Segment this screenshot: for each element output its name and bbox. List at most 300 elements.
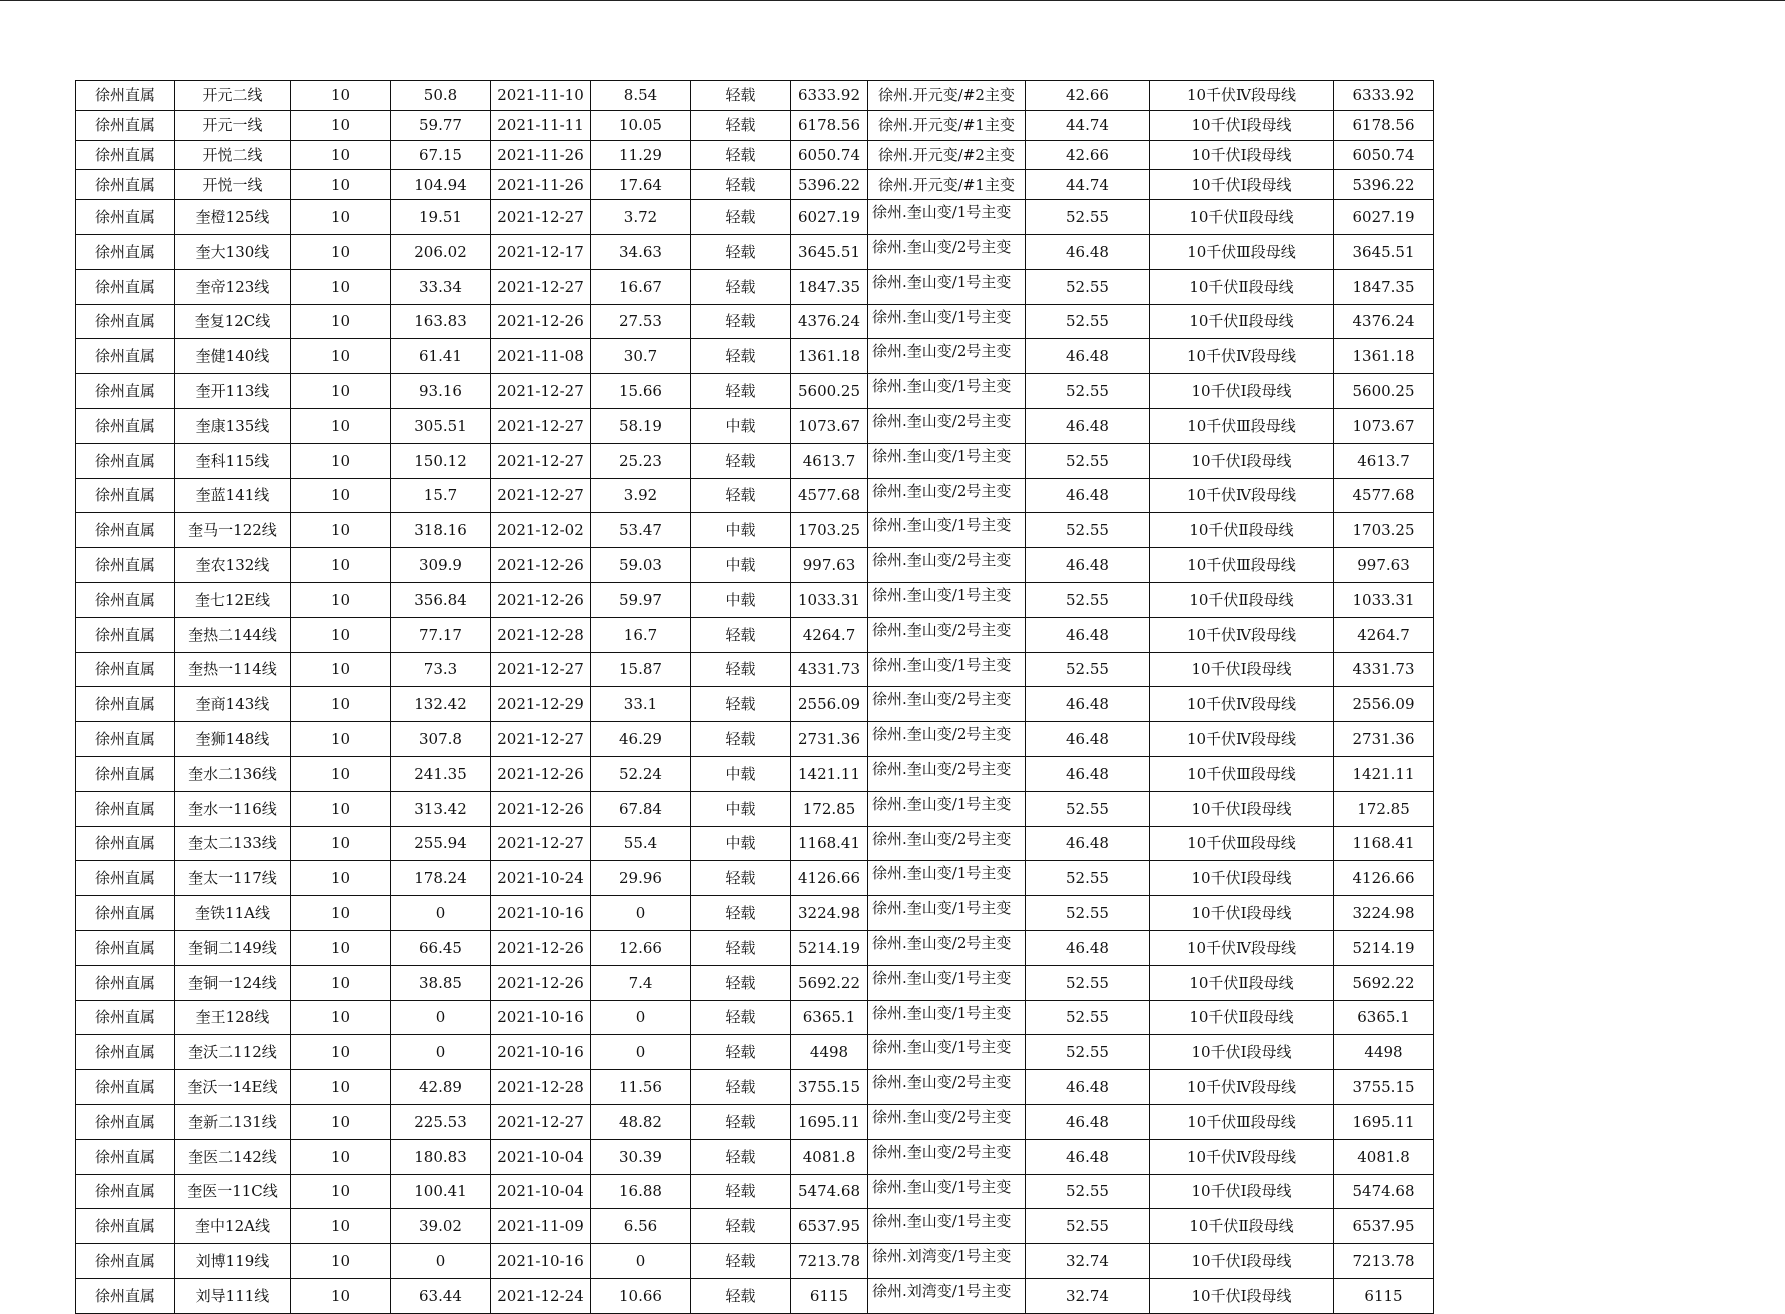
remaining-capacity-cell: 6365.1	[791, 1000, 868, 1035]
load-status-cell: 轻载	[691, 1278, 791, 1313]
open-capacity-cell: 4331.73	[1334, 652, 1434, 687]
table-row	[76, 617, 1434, 652]
line-name-cell: 奎热二144线	[175, 617, 291, 652]
busbar-cell: 10千伏Ⅳ段母线	[1150, 617, 1334, 652]
load-rate-cell: 55.4	[591, 826, 691, 861]
busbar-cell: 10千伏Ⅰ段母线	[1150, 1174, 1334, 1209]
table-row	[76, 408, 1434, 443]
transformer-rate-cell: 52.55	[1026, 269, 1150, 304]
load-cell: 150.12	[391, 443, 491, 478]
load-status-cell: 轻载	[691, 1104, 791, 1139]
voltage-cell: 10	[291, 687, 391, 722]
voltage-cell: 10	[291, 1174, 391, 1209]
open-capacity-cell: 6333.92	[1334, 81, 1434, 111]
voltage-cell: 10	[291, 1035, 391, 1070]
transformer-rate-cell: 44.74	[1026, 170, 1150, 200]
load-rate-cell: 7.4	[591, 965, 691, 1000]
busbar-cell: 10千伏Ⅱ段母线	[1150, 200, 1334, 235]
busbar-cell: 10千伏Ⅳ段母线	[1150, 1139, 1334, 1174]
date-cell: 2021-12-27	[491, 269, 591, 304]
transformer-rate-cell: 52.55	[1026, 304, 1150, 339]
open-capacity-cell: 1168.41	[1334, 826, 1434, 861]
line-name-cell: 刘导111线	[175, 1278, 291, 1313]
table-row	[76, 304, 1434, 339]
voltage-cell: 10	[291, 1070, 391, 1105]
remaining-capacity-cell: 2731.36	[791, 722, 868, 757]
transformer-rate-cell: 32.74	[1026, 1244, 1150, 1279]
unit-cell: 徐州直属	[76, 1035, 175, 1070]
voltage-cell: 10	[291, 1244, 391, 1279]
transformer-rate-cell: 52.55	[1026, 861, 1150, 896]
transformer-rate-cell: 52.55	[1026, 1035, 1150, 1070]
table-row	[76, 722, 1434, 757]
remaining-capacity-cell: 4577.68	[791, 478, 868, 513]
remaining-capacity-cell: 7213.78	[791, 1244, 868, 1279]
open-capacity-cell: 4264.7	[1334, 617, 1434, 652]
transformer-rate-cell: 46.48	[1026, 1139, 1150, 1174]
line-name-cell: 奎商143线	[175, 687, 291, 722]
voltage-cell: 10	[291, 756, 391, 791]
load-rate-cell: 17.64	[591, 170, 691, 200]
voltage-cell: 10	[291, 861, 391, 896]
date-cell: 2021-12-02	[491, 513, 591, 548]
transformer-cell: 徐州.开元变/#1主变	[868, 110, 1026, 140]
open-capacity-cell: 1033.31	[1334, 582, 1434, 617]
open-capacity-cell: 6027.19	[1334, 200, 1434, 235]
remaining-capacity-cell: 1703.25	[791, 513, 868, 548]
unit-cell: 徐州直属	[76, 408, 175, 443]
line-name-cell: 奎七12E线	[175, 582, 291, 617]
table-row	[76, 861, 1434, 896]
voltage-cell: 10	[291, 617, 391, 652]
remaining-capacity-cell: 6027.19	[791, 200, 868, 235]
transformer-cell: 徐州.奎山变/2号主变	[868, 478, 1026, 513]
transformer-rate-cell: 46.48	[1026, 826, 1150, 861]
table-row	[76, 1070, 1434, 1105]
busbar-cell: 10千伏Ⅲ段母线	[1150, 826, 1334, 861]
unit-cell: 徐州直属	[76, 965, 175, 1000]
transformer-cell: 徐州.奎山变/2号主变	[868, 826, 1026, 861]
table-body	[76, 81, 1434, 1314]
date-cell: 2021-12-28	[491, 617, 591, 652]
transformer-rate-cell: 46.48	[1026, 1104, 1150, 1139]
load-status-cell: 轻载	[691, 140, 791, 170]
transformer-rate-cell: 52.55	[1026, 896, 1150, 931]
line-name-cell: 奎铁11A线	[175, 896, 291, 931]
busbar-cell: 10千伏Ⅳ段母线	[1150, 687, 1334, 722]
load-cell: 77.17	[391, 617, 491, 652]
remaining-capacity-cell: 997.63	[791, 548, 868, 583]
unit-cell: 徐州直属	[76, 374, 175, 409]
load-cell: 0	[391, 1000, 491, 1035]
transformer-cell: 徐州.奎山变/2号主变	[868, 408, 1026, 443]
unit-cell: 徐州直属	[76, 1174, 175, 1209]
unit-cell: 徐州直属	[76, 478, 175, 513]
busbar-cell: 10千伏Ⅳ段母线	[1150, 81, 1334, 111]
open-capacity-cell: 5396.22	[1334, 170, 1434, 200]
transformer-cell: 徐州.奎山变/2号主变	[868, 617, 1026, 652]
line-name-cell: 奎大130线	[175, 234, 291, 269]
remaining-capacity-cell: 4331.73	[791, 652, 868, 687]
transformer-cell: 徐州.奎山变/1号主变	[868, 1035, 1026, 1070]
load-rate-cell: 30.39	[591, 1139, 691, 1174]
unit-cell: 徐州直属	[76, 722, 175, 757]
load-cell: 255.94	[391, 826, 491, 861]
open-capacity-cell: 4081.8	[1334, 1139, 1434, 1174]
load-status-cell: 轻载	[691, 617, 791, 652]
unit-cell: 徐州直属	[76, 1139, 175, 1174]
unit-cell: 徐州直属	[76, 140, 175, 170]
load-cell: 104.94	[391, 170, 491, 200]
open-capacity-cell: 5214.19	[1334, 930, 1434, 965]
load-status-cell: 轻载	[691, 1139, 791, 1174]
transformer-rate-cell: 32.74	[1026, 1278, 1150, 1313]
date-cell: 2021-12-26	[491, 582, 591, 617]
line-name-cell: 开悦二线	[175, 140, 291, 170]
load-cell: 313.42	[391, 791, 491, 826]
date-cell: 2021-12-26	[491, 756, 591, 791]
date-cell: 2021-12-27	[491, 826, 591, 861]
table-row	[76, 1000, 1434, 1035]
load-status-cell: 轻载	[691, 443, 791, 478]
unit-cell: 徐州直属	[76, 234, 175, 269]
load-rate-cell: 16.7	[591, 617, 691, 652]
load-status-cell: 轻载	[691, 861, 791, 896]
date-cell: 2021-10-24	[491, 861, 591, 896]
load-rate-cell: 16.88	[591, 1174, 691, 1209]
voltage-cell: 10	[291, 374, 391, 409]
transformer-rate-cell: 52.55	[1026, 1174, 1150, 1209]
transformer-rate-cell: 52.55	[1026, 513, 1150, 548]
transformer-cell: 徐州.奎山变/2号主变	[868, 1139, 1026, 1174]
load-rate-cell: 12.66	[591, 930, 691, 965]
load-cell: 241.35	[391, 756, 491, 791]
load-status-cell: 轻载	[691, 930, 791, 965]
busbar-cell: 10千伏Ⅱ段母线	[1150, 1209, 1334, 1244]
load-cell: 73.3	[391, 652, 491, 687]
load-rate-cell: 59.03	[591, 548, 691, 583]
date-cell: 2021-10-04	[491, 1139, 591, 1174]
busbar-cell: 10千伏Ⅰ段母线	[1150, 1244, 1334, 1279]
load-cell: 100.41	[391, 1174, 491, 1209]
date-cell: 2021-11-08	[491, 339, 591, 374]
voltage-cell: 10	[291, 791, 391, 826]
load-cell: 63.44	[391, 1278, 491, 1313]
load-cell: 33.34	[391, 269, 491, 304]
load-status-cell: 轻载	[691, 339, 791, 374]
load-status-cell: 中载	[691, 756, 791, 791]
line-name-cell: 开元一线	[175, 110, 291, 140]
transformer-cell: 徐州.奎山变/1号主变	[868, 1174, 1026, 1209]
table-row	[76, 756, 1434, 791]
load-cell: 225.53	[391, 1104, 491, 1139]
load-status-cell: 轻载	[691, 652, 791, 687]
busbar-cell: 10千伏Ⅰ段母线	[1150, 896, 1334, 931]
unit-cell: 徐州直属	[76, 652, 175, 687]
table-row	[76, 1174, 1434, 1209]
remaining-capacity-cell: 3645.51	[791, 234, 868, 269]
table-row	[76, 896, 1434, 931]
line-name-cell: 奎健140线	[175, 339, 291, 374]
transformer-rate-cell: 46.48	[1026, 548, 1150, 583]
line-name-cell: 奎开113线	[175, 374, 291, 409]
load-status-cell: 中载	[691, 791, 791, 826]
voltage-cell: 10	[291, 1000, 391, 1035]
load-status-cell: 轻载	[691, 896, 791, 931]
load-rate-cell: 10.66	[591, 1278, 691, 1313]
load-rate-cell: 0	[591, 1000, 691, 1035]
open-capacity-cell: 4498	[1334, 1035, 1434, 1070]
unit-cell: 徐州直属	[76, 1104, 175, 1139]
transformer-rate-cell: 52.55	[1026, 582, 1150, 617]
load-status-cell: 中载	[691, 548, 791, 583]
table-row	[76, 791, 1434, 826]
voltage-cell: 10	[291, 200, 391, 235]
open-capacity-cell: 4376.24	[1334, 304, 1434, 339]
load-rate-cell: 0	[591, 1244, 691, 1279]
load-rate-cell: 46.29	[591, 722, 691, 757]
unit-cell: 徐州直属	[76, 304, 175, 339]
transformer-rate-cell: 46.48	[1026, 339, 1150, 374]
busbar-cell: 10千伏Ⅲ段母线	[1150, 1104, 1334, 1139]
remaining-capacity-cell: 5396.22	[791, 170, 868, 200]
open-capacity-cell: 6115	[1334, 1278, 1434, 1313]
table-row	[76, 170, 1434, 200]
unit-cell: 徐州直属	[76, 269, 175, 304]
table-row	[76, 1209, 1434, 1244]
open-capacity-cell: 1695.11	[1334, 1104, 1434, 1139]
busbar-cell: 10千伏Ⅱ段母线	[1150, 1000, 1334, 1035]
transformer-cell: 徐州.奎山变/1号主变	[868, 652, 1026, 687]
load-status-cell: 中载	[691, 582, 791, 617]
transformer-cell: 徐州.奎山变/2号主变	[868, 930, 1026, 965]
open-capacity-cell: 1073.67	[1334, 408, 1434, 443]
date-cell: 2021-10-04	[491, 1174, 591, 1209]
load-rate-cell: 33.1	[591, 687, 691, 722]
load-rate-cell: 15.66	[591, 374, 691, 409]
open-capacity-cell: 1361.18	[1334, 339, 1434, 374]
busbar-cell: 10千伏Ⅲ段母线	[1150, 548, 1334, 583]
table-row	[76, 81, 1434, 111]
remaining-capacity-cell: 1421.11	[791, 756, 868, 791]
date-cell: 2021-11-10	[491, 81, 591, 111]
date-cell: 2021-12-26	[491, 548, 591, 583]
open-capacity-cell: 5474.68	[1334, 1174, 1434, 1209]
remaining-capacity-cell: 1695.11	[791, 1104, 868, 1139]
open-capacity-cell: 6365.1	[1334, 1000, 1434, 1035]
transformer-cell: 徐州.奎山变/1号主变	[868, 513, 1026, 548]
load-rate-cell: 15.87	[591, 652, 691, 687]
voltage-cell: 10	[291, 582, 391, 617]
transformer-rate-cell: 52.55	[1026, 1209, 1150, 1244]
load-status-cell: 轻载	[691, 269, 791, 304]
table-row	[76, 652, 1434, 687]
busbar-cell: 10千伏Ⅲ段母线	[1150, 756, 1334, 791]
date-cell: 2021-12-27	[491, 722, 591, 757]
busbar-cell: 10千伏Ⅳ段母线	[1150, 339, 1334, 374]
unit-cell: 徐州直属	[76, 582, 175, 617]
load-status-cell: 中载	[691, 408, 791, 443]
voltage-cell: 10	[291, 304, 391, 339]
busbar-cell: 10千伏Ⅰ段母线	[1150, 1035, 1334, 1070]
voltage-cell: 10	[291, 478, 391, 513]
transformer-rate-cell: 46.48	[1026, 1070, 1150, 1105]
transformer-rate-cell: 52.55	[1026, 965, 1150, 1000]
transformer-rate-cell: 46.48	[1026, 478, 1150, 513]
date-cell: 2021-10-16	[491, 1035, 591, 1070]
transformer-cell: 徐州.刘湾变/1号主变	[868, 1278, 1026, 1313]
load-status-cell: 轻载	[691, 81, 791, 111]
load-rate-cell: 53.47	[591, 513, 691, 548]
load-rate-cell: 34.63	[591, 234, 691, 269]
data-table	[75, 80, 1434, 1314]
remaining-capacity-cell: 5600.25	[791, 374, 868, 409]
voltage-cell: 10	[291, 965, 391, 1000]
line-name-cell: 奎沃一14E线	[175, 1070, 291, 1105]
date-cell: 2021-11-26	[491, 170, 591, 200]
busbar-cell: 10千伏Ⅲ段母线	[1150, 408, 1334, 443]
unit-cell: 徐州直属	[76, 1070, 175, 1105]
open-capacity-cell: 6050.74	[1334, 140, 1434, 170]
line-name-cell: 奎马一122线	[175, 513, 291, 548]
voltage-cell: 10	[291, 339, 391, 374]
line-name-cell: 奎铜一124线	[175, 965, 291, 1000]
remaining-capacity-cell: 1361.18	[791, 339, 868, 374]
transformer-rate-cell: 52.55	[1026, 791, 1150, 826]
table-row	[76, 1035, 1434, 1070]
voltage-cell: 10	[291, 1209, 391, 1244]
transformer-cell: 徐州.奎山变/2号主变	[868, 1070, 1026, 1105]
unit-cell: 徐州直属	[76, 687, 175, 722]
table-row	[76, 234, 1434, 269]
unit-cell: 徐州直属	[76, 110, 175, 140]
load-rate-cell: 48.82	[591, 1104, 691, 1139]
remaining-capacity-cell: 1168.41	[791, 826, 868, 861]
open-capacity-cell: 1847.35	[1334, 269, 1434, 304]
load-cell: 59.77	[391, 110, 491, 140]
line-name-cell: 奎中12A线	[175, 1209, 291, 1244]
load-status-cell: 轻载	[691, 200, 791, 235]
transformer-cell: 徐州.开元变/#2主变	[868, 140, 1026, 170]
load-rate-cell: 0	[591, 1035, 691, 1070]
busbar-cell: 10千伏Ⅰ段母线	[1150, 861, 1334, 896]
remaining-capacity-cell: 1033.31	[791, 582, 868, 617]
transformer-rate-cell: 52.55	[1026, 443, 1150, 478]
busbar-cell: 10千伏Ⅰ段母线	[1150, 1278, 1334, 1313]
transformer-rate-cell: 52.55	[1026, 652, 1150, 687]
line-name-cell: 奎沃二112线	[175, 1035, 291, 1070]
date-cell: 2021-12-28	[491, 1070, 591, 1105]
load-status-cell: 轻载	[691, 1209, 791, 1244]
load-status-cell: 轻载	[691, 170, 791, 200]
transformer-rate-cell: 46.48	[1026, 722, 1150, 757]
remaining-capacity-cell: 6115	[791, 1278, 868, 1313]
date-cell: 2021-12-27	[491, 443, 591, 478]
transformer-rate-cell: 46.48	[1026, 930, 1150, 965]
line-name-cell: 奎狮148线	[175, 722, 291, 757]
load-cell: 318.16	[391, 513, 491, 548]
unit-cell: 徐州直属	[76, 170, 175, 200]
busbar-cell: 10千伏Ⅳ段母线	[1150, 1070, 1334, 1105]
voltage-cell: 10	[291, 269, 391, 304]
line-name-cell: 奎帝123线	[175, 269, 291, 304]
line-name-cell: 奎农132线	[175, 548, 291, 583]
voltage-cell: 10	[291, 896, 391, 931]
transformer-cell: 徐州.奎山变/1号主变	[868, 1209, 1026, 1244]
load-rate-cell: 29.96	[591, 861, 691, 896]
open-capacity-cell: 5600.25	[1334, 374, 1434, 409]
transformer-cell: 徐州.奎山变/1号主变	[868, 965, 1026, 1000]
load-status-cell: 轻载	[691, 1174, 791, 1209]
line-name-cell: 奎水二136线	[175, 756, 291, 791]
line-name-cell: 奎医二142线	[175, 1139, 291, 1174]
busbar-cell: 10千伏Ⅱ段母线	[1150, 965, 1334, 1000]
transformer-cell: 徐州.开元变/#2主变	[868, 81, 1026, 111]
date-cell: 2021-12-27	[491, 200, 591, 235]
date-cell: 2021-11-09	[491, 1209, 591, 1244]
load-status-cell: 轻载	[691, 110, 791, 140]
open-capacity-cell: 2731.36	[1334, 722, 1434, 757]
transformer-cell: 徐州.奎山变/1号主变	[868, 896, 1026, 931]
load-rate-cell: 8.54	[591, 81, 691, 111]
table-row	[76, 582, 1434, 617]
remaining-capacity-cell: 4376.24	[791, 304, 868, 339]
load-status-cell: 中载	[691, 826, 791, 861]
load-rate-cell: 0	[591, 896, 691, 931]
unit-cell: 徐州直属	[76, 791, 175, 826]
date-cell: 2021-10-16	[491, 1000, 591, 1035]
line-name-cell: 奎复12C线	[175, 304, 291, 339]
transformer-rate-cell: 46.48	[1026, 756, 1150, 791]
voltage-cell: 10	[291, 234, 391, 269]
voltage-cell: 10	[291, 652, 391, 687]
voltage-cell: 10	[291, 1139, 391, 1174]
unit-cell: 徐州直属	[76, 930, 175, 965]
busbar-cell: 10千伏Ⅰ段母线	[1150, 443, 1334, 478]
load-cell: 93.16	[391, 374, 491, 409]
table-row	[76, 200, 1434, 235]
unit-cell: 徐州直属	[76, 826, 175, 861]
remaining-capacity-cell: 1073.67	[791, 408, 868, 443]
remaining-capacity-cell: 3224.98	[791, 896, 868, 931]
load-cell: 307.8	[391, 722, 491, 757]
transformer-rate-cell: 46.48	[1026, 408, 1150, 443]
load-status-cell: 轻载	[691, 304, 791, 339]
load-rate-cell: 11.29	[591, 140, 691, 170]
transformer-cell: 徐州.奎山变/1号主变	[868, 304, 1026, 339]
line-name-cell: 开悦一线	[175, 170, 291, 200]
table-row	[76, 513, 1434, 548]
transformer-cell: 徐州.奎山变/1号主变	[868, 1000, 1026, 1035]
load-cell: 356.84	[391, 582, 491, 617]
table-row	[76, 687, 1434, 722]
table-row	[76, 548, 1434, 583]
transformer-cell: 徐州.奎山变/1号主变	[868, 374, 1026, 409]
unit-cell: 徐州直属	[76, 1244, 175, 1279]
remaining-capacity-cell: 6333.92	[791, 81, 868, 111]
open-capacity-cell: 7213.78	[1334, 1244, 1434, 1279]
unit-cell: 徐州直属	[76, 443, 175, 478]
voltage-cell: 10	[291, 81, 391, 111]
busbar-cell: 10千伏Ⅰ段母线	[1150, 791, 1334, 826]
load-cell: 19.51	[391, 200, 491, 235]
busbar-cell: 10千伏Ⅱ段母线	[1150, 269, 1334, 304]
transformer-cell: 徐州.刘湾变/1号主变	[868, 1244, 1026, 1279]
transformer-rate-cell: 42.66	[1026, 81, 1150, 111]
date-cell: 2021-12-27	[491, 408, 591, 443]
transformer-cell: 徐州.奎山变/2号主变	[868, 234, 1026, 269]
busbar-cell: 10千伏Ⅳ段母线	[1150, 722, 1334, 757]
